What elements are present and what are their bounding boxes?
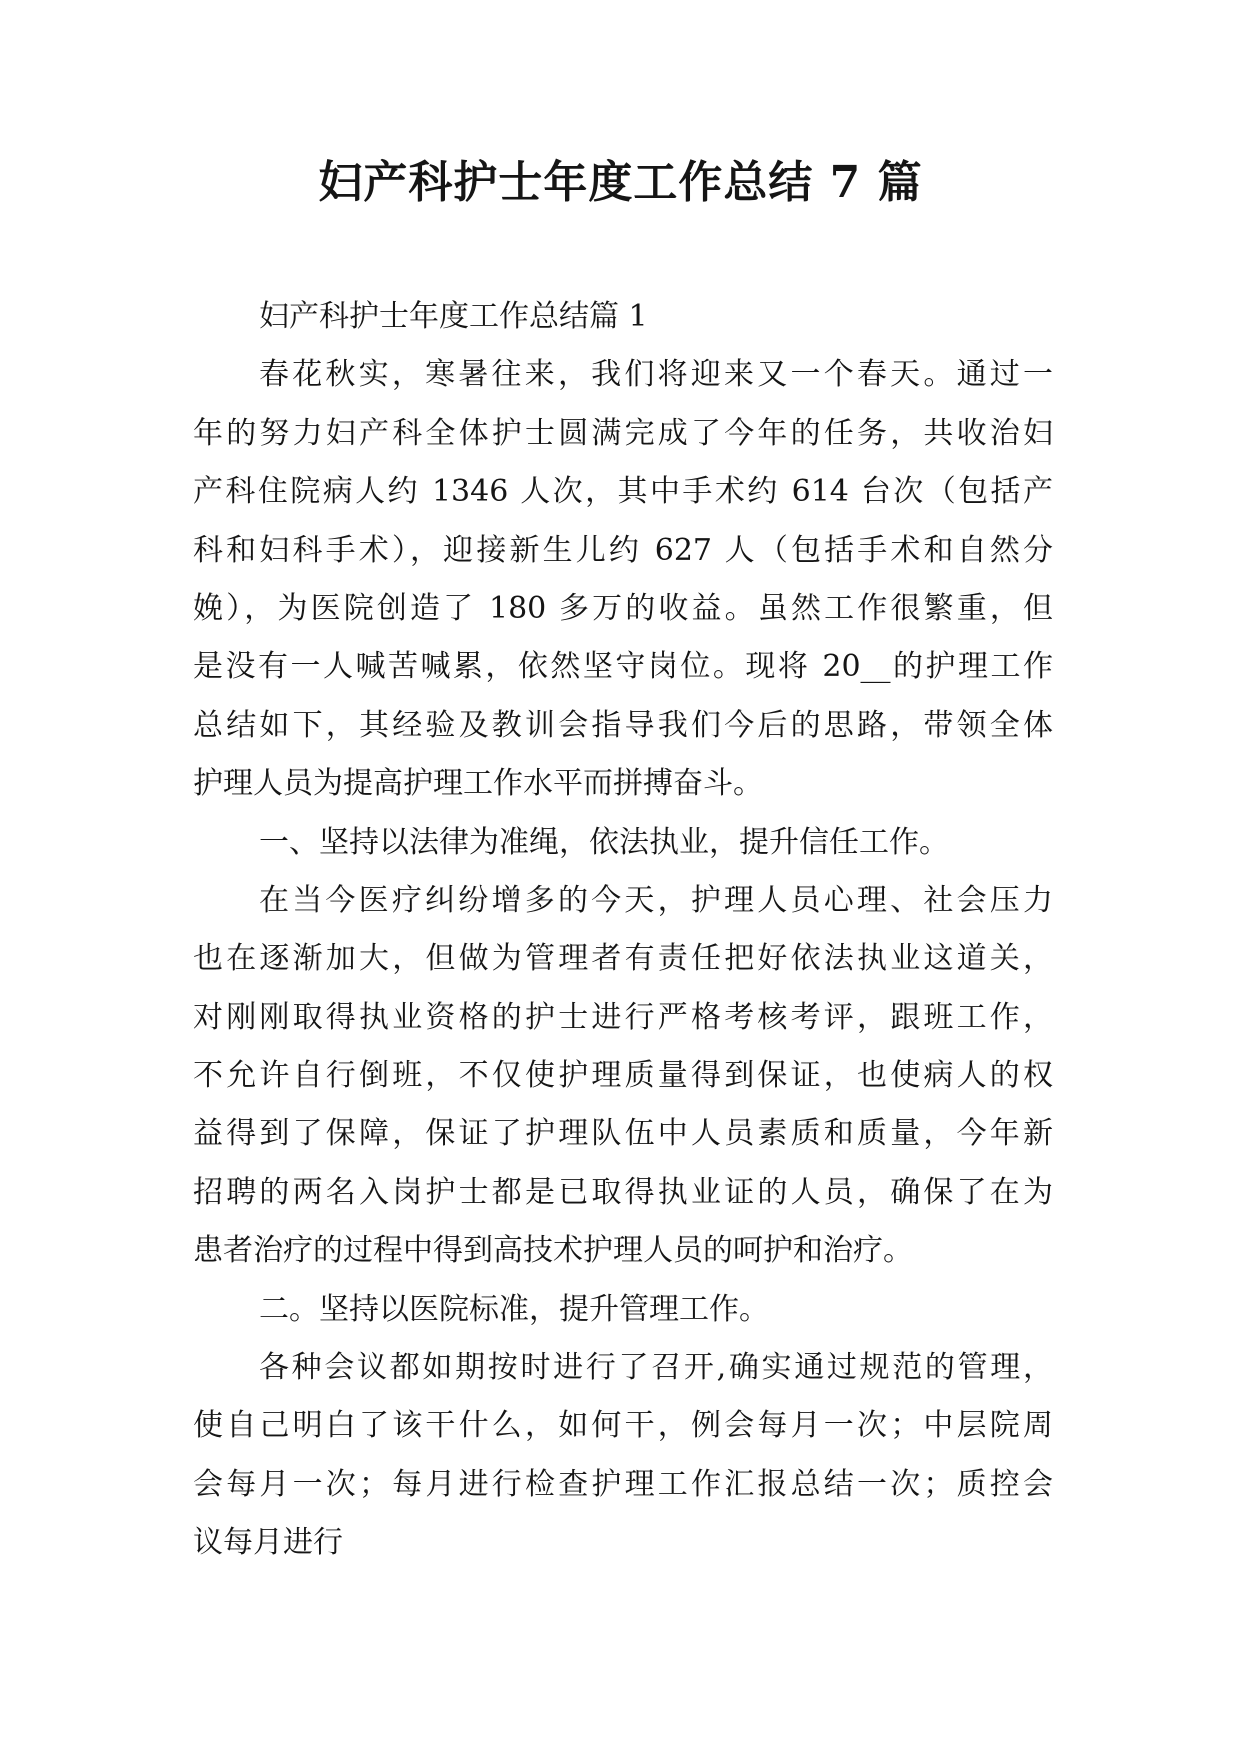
paragraph-heading-two <box>193 1281 1053 1339</box>
text-line: 娩），为医院创造了 180 多万的收益。虽然工作很繁重，但 <box>193 590 1053 626</box>
text-line: 各种会议都如期按时进行了召开,确实通过规范的管理， <box>259 1350 1053 1386</box>
document-title: 妇产科护士年度工作总结 7 篇 <box>318 157 923 208</box>
text-line: 患者治疗的过程中得到高技术护理人员的呵护和治疗。 <box>193 1233 913 1269</box>
paragraph-intro <box>193 346 1053 813</box>
text-line: 总结如下，其经验及教训会指导我们今后的思路，带领全体 <box>193 707 1053 743</box>
paragraph-meetings <box>193 1339 1053 1573</box>
text-line: 不允许自行倒班，不仅使护理质量得到保证，也使病人的权 <box>193 1058 1053 1094</box>
text-line: 议每月进行 <box>193 1525 343 1561</box>
text-line: 科和妇科手术），迎接新生儿约 627 人（包括手术和自然分 <box>193 532 1053 568</box>
text-line: 在当今医疗纠纷增多的今天，护理人员心理、社会压力 <box>259 882 1053 918</box>
paragraph-heading-one <box>193 814 1053 872</box>
text-line: 使自己明白了该干什么，如何干，例会每月一次；中层院周 <box>193 1408 1053 1444</box>
paragraph-legal-practice <box>193 872 1053 1281</box>
text-line: 是没有一人喊苦喊累，依然坚守岗位。现将 20__的护理工作 <box>193 649 1053 685</box>
text-line: 一、坚持以法律为准绳，依法执业，提升信任工作。 <box>259 824 949 860</box>
text-line: 招聘的两名入岗护士都是已取得执业证的人员，确保了在为 <box>193 1174 1053 1210</box>
paragraph-section-heading-1 <box>193 288 1053 346</box>
text-line: 产科住院病人约 1346 人次，其中手术约 614 台次（包括产 <box>193 474 1053 510</box>
text-line: 春花秋实，寒暑往来，我们将迎来又一个春天。通过一 <box>259 357 1053 393</box>
text-line: 会每月一次；每月进行检查护理工作汇报总结一次；质控会 <box>193 1466 1053 1502</box>
text-line: 年的努力妇产科全体护士圆满完成了今年的任务，共收治妇 <box>193 415 1053 451</box>
document-body <box>193 288 1053 1573</box>
text-line: 也在逐渐加大，但做为管理者有责任把好依法执业这道关， <box>193 941 1053 977</box>
text-line: 二。坚持以医院标准，提升管理工作。 <box>259 1291 769 1327</box>
text-line: 对刚刚取得执业资格的护士进行严格考核考评，跟班工作， <box>193 999 1053 1035</box>
text-line: 益得到了保障，保证了护理队伍中人员素质和质量，今年新 <box>193 1116 1053 1152</box>
text-line: 护理人员为提高护理工作水平而拼搏奋斗。 <box>193 766 763 802</box>
text-line: 妇产科护士年度工作总结篇 1 <box>259 299 648 334</box>
